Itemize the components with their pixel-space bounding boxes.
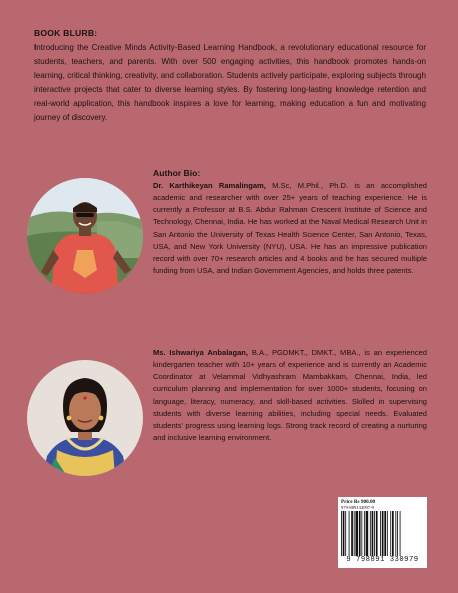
isbn-barcode [338,497,427,568]
author-2-photo [27,360,143,476]
author-bio-heading: Author Bio: [153,168,201,178]
isbn-top-number: 979-889133097-9 [341,505,374,510]
author-2-name: Ms. Ishwariya Anbalagan, [153,348,249,357]
author-1-photo [27,178,143,294]
author-1-bio [153,180,427,277]
blurb-text: Introducing the Creative Minds Activity-Based Learning Handbook, a revolutionary educational resource for students, teachers, and parents. With over 500 engaging activities, this handbook promotes hands-on learning, critical thinking, creativity, and collaboration. Students actively participate, exploring subjects through interactive projects that cater to diverse learning styles. By fostering long-lasting knowledge retention and real-world application, this handbook inspires a love for learning, making education a fun and motivating journey of discovery. [34,43,426,122]
isbn-bottom-number: 9 798891 330979 [346,556,419,564]
author-2-portrait-image [27,360,143,476]
author-2-bio [153,347,427,444]
price-label: Price Rs 900.00 [341,499,376,505]
barcode-bars [341,511,424,556]
author-1-bio-text: M.Sc, M.Phil., Ph.D. is an accomplished academic and researcher with over 25+ years of teaching experience. He is currently a Professor at B.S. Abdur Rahman Crescent Institute of Science and Technology, Chennai, India. He has worked at the Naval Medical Research Unit in San Antonio the University of Texas Health Science Center, San Antonio, Texas, USA, and New York University (NYU), USA. He has an impressive publication record with over 70+ research articles and 4 books and he has secured multiple funding from USA, and Indian Government Agencies, and holds three patents. [153,181,428,276]
author-2-bio-text: B.A., PGDMKT., DMKT., MBA., is an experienced kindergarten teacher with 10+ years of experience and is currently an Academic Coordinator at Velammal Vidhyashram Mambakkam, Chennai, India, led curriculum planning and implementation for over 1000+ students, focusing on language, literacy, numeracy, and skill-based activities. Skilled in supervising students with diverse learning abilities, including special needs. Evaluated students' progress using learning logs. Strong track record of creating a nurturing and inclusive learning environment. [153,348,427,443]
author-1-name: Dr. Karthikeyan Ramalingam, [153,181,266,190]
blurb-title: BOOK BLURB: [34,28,98,38]
author-1-portrait-image [27,178,143,294]
